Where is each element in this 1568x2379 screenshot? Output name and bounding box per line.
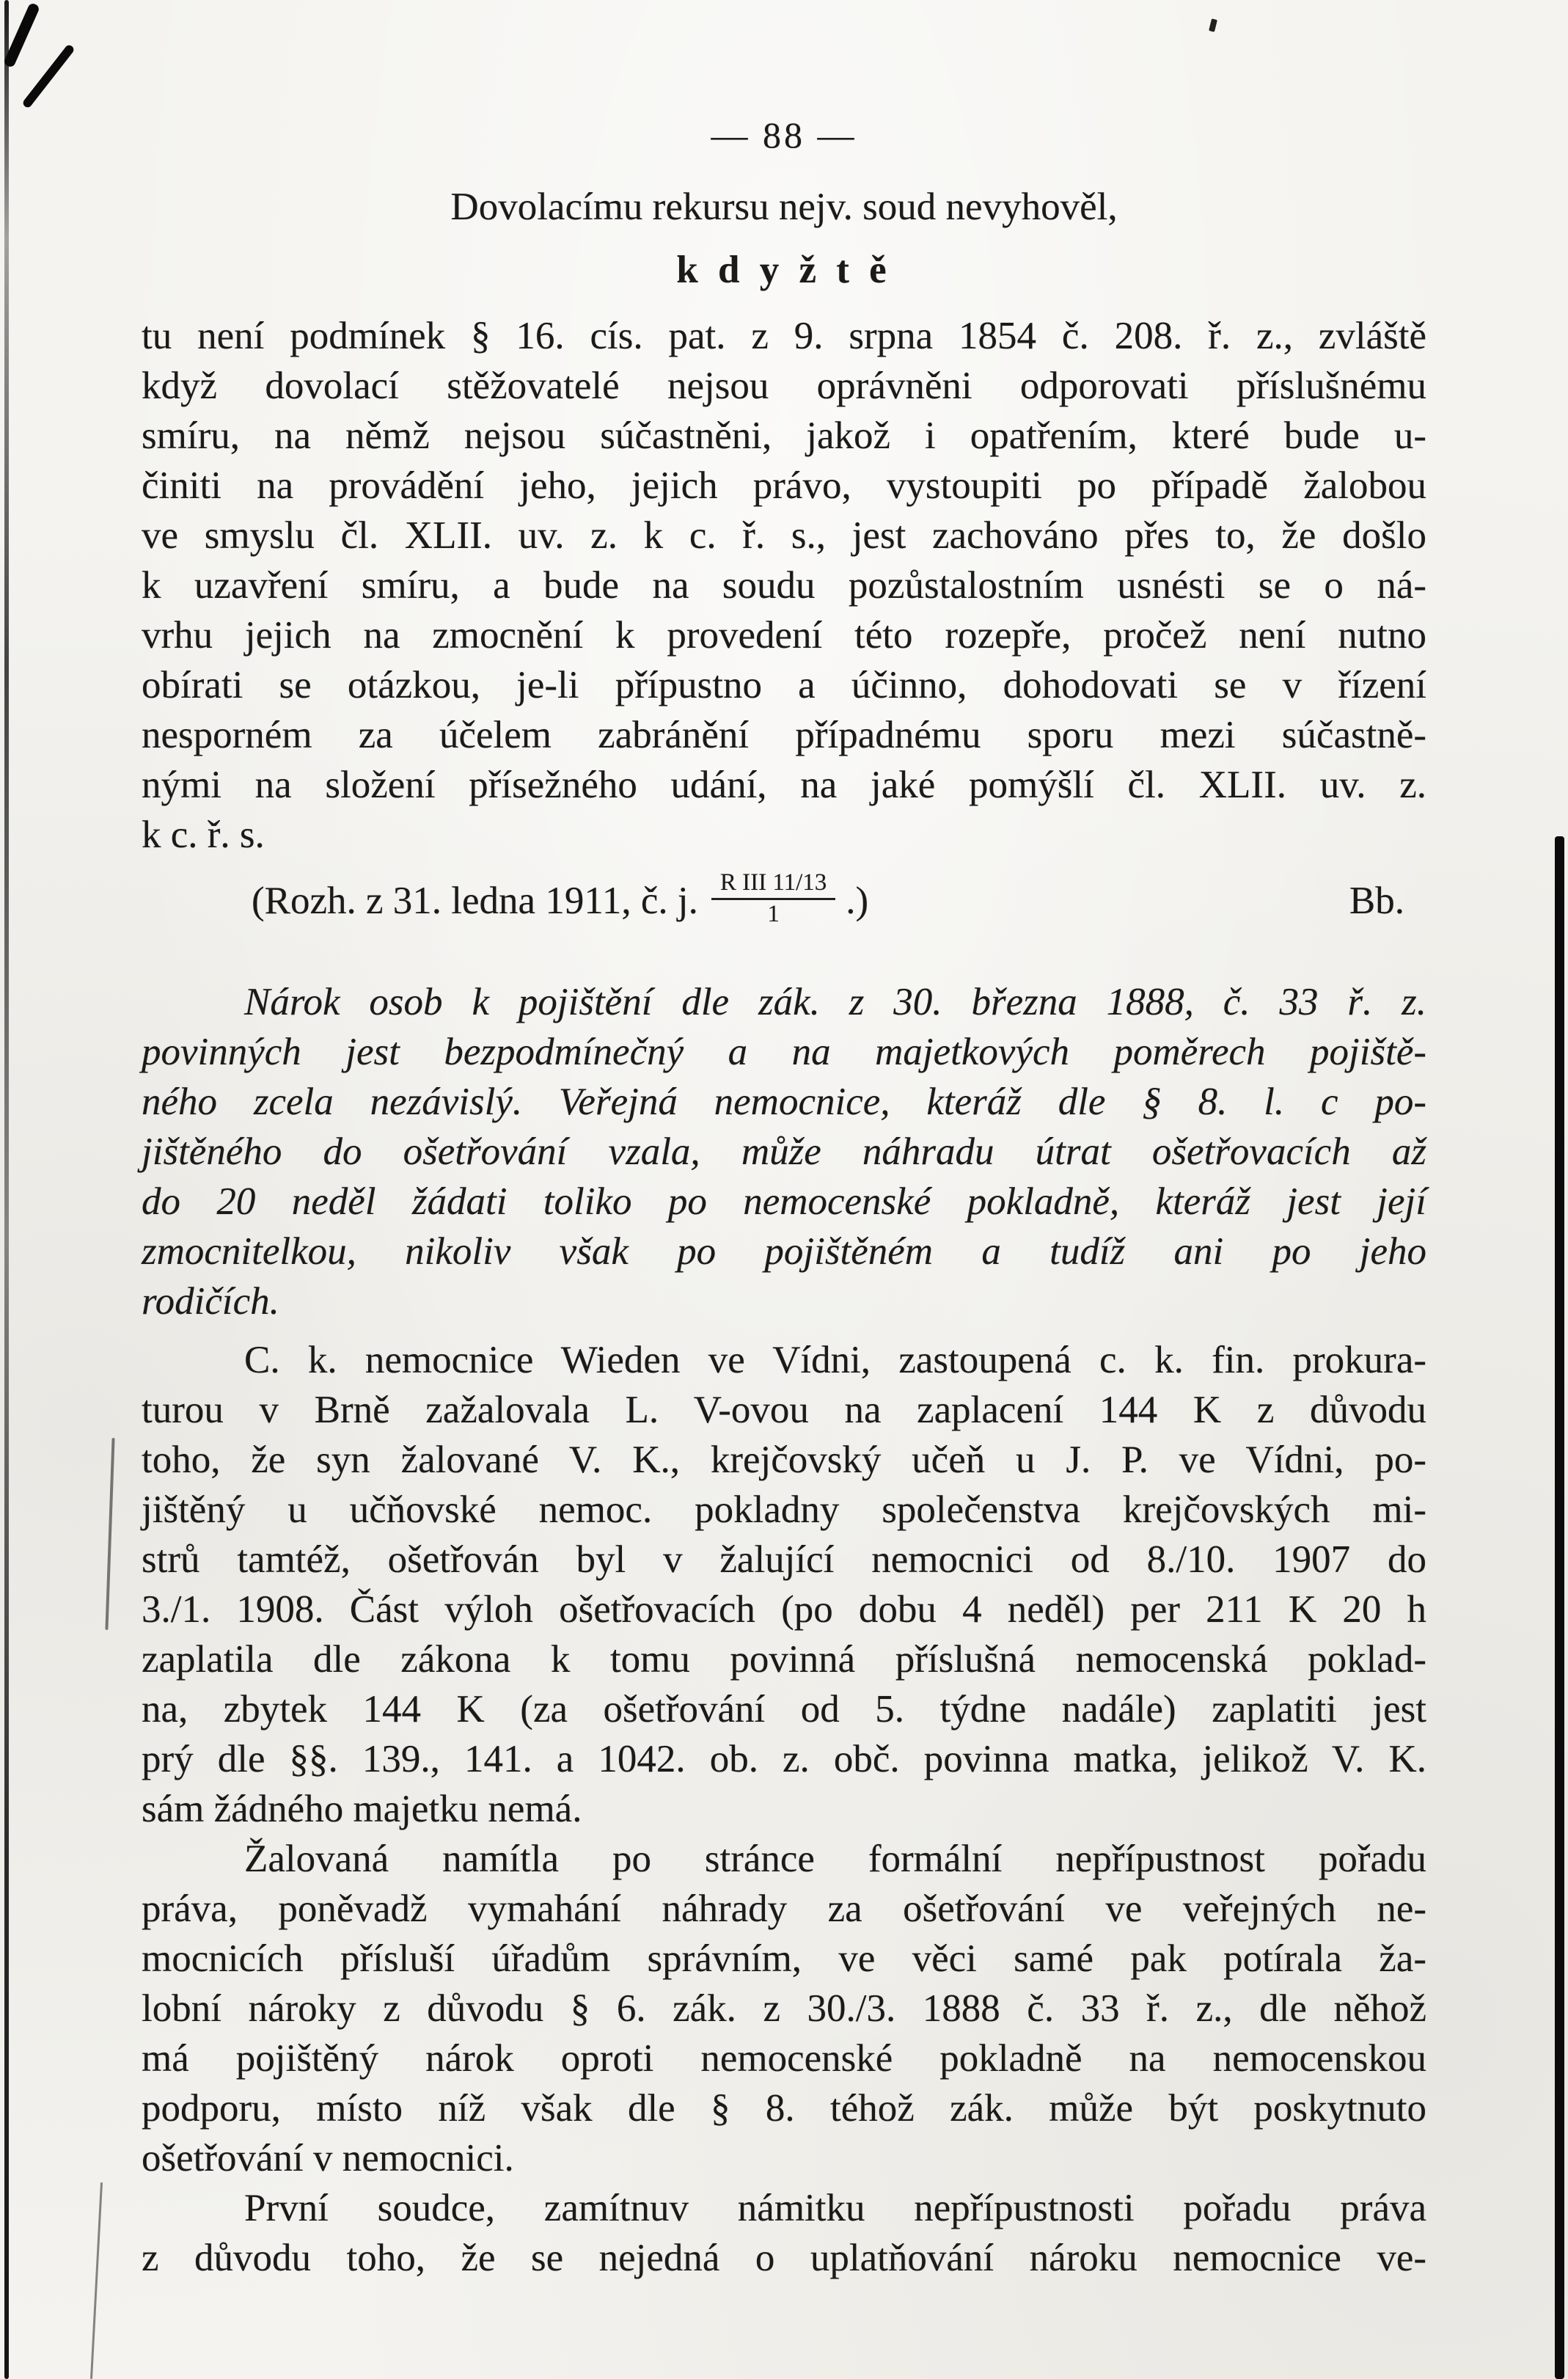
- text-line: ného zcela nezávislý. Veřejná nemocnice, kteráž dle § 8. l. c po-: [142, 1081, 1426, 1123]
- text-line: když dovolací stěžovatelé nejsou oprávněni odporovati příslušnému: [142, 365, 1426, 407]
- text-line: zmocnitelkou, nikoliv však po pojištěném a tudíž ani po jeho: [142, 1230, 1426, 1273]
- text-line: prý dle §§. 139., 141. a 1042. ob. z. obč. povinna matka, jelikož V. K.: [142, 1738, 1426, 1780]
- reporter-mark: Bb.: [1349, 880, 1404, 922]
- text-line: do 20 neděl žádati toliko po nemocenské pokladně, kteráž jest její: [142, 1180, 1426, 1223]
- scan-right-edge-bar: [1555, 836, 1564, 2379]
- page-number: — 88 —: [711, 114, 857, 156]
- scan-left-edge-line: [4, 0, 9, 2379]
- text-line: jištěného do ošetřování vzala, může náhradu útrat ošetřovacích až: [142, 1130, 1426, 1173]
- text-line: strů tamtéž, ošetřován byl v žalující nemocnici od 8./10. 1907 do: [142, 1538, 1426, 1581]
- text-line: podporu, místo níž však dle § 8. téhož zák. může být poskytnuto: [142, 2087, 1426, 2130]
- text-line: na, zbytek 144 K (za ošetřování od 5. týdne nadále) zaplatiti jest: [142, 1688, 1426, 1731]
- decision-emphasis-word: k d y ž t ě: [676, 249, 892, 291]
- text-line: turou v Brně zažalovala L. V-ovou na zaplacení 144 K z důvodu: [142, 1389, 1426, 1431]
- text-line: má pojištěný nárok oproti nemocenské pokladně na nemocenskou: [142, 2037, 1426, 2080]
- text-line: smíru, na němž nejsou súčastněni, jakož i opatřením, které bude u-: [142, 414, 1426, 457]
- text-line: z důvodu toho, že se nejedná o uplatňování nároku nemocnice ve-: [142, 2237, 1426, 2279]
- text-line: Žalovaná namítla po stránce formální nepřípustnost pořadu: [244, 1838, 1426, 1880]
- text-line: nými na složení přísežného udání, na jaké pomýšlí čl. XLII. uv. z.: [142, 764, 1426, 806]
- text-line: ve smyslu čl. XLII. uv. z. k c. ř. s., jest zachováno přes to, že došlo: [142, 514, 1426, 557]
- ink-mark-top-left-b: [21, 43, 75, 109]
- fraction-numerator: R III 11/13: [711, 869, 835, 900]
- citation-docket-fraction: [711, 869, 835, 928]
- text-line: vrhu jejich na zmocnění k provedení této rozepře, pročež není nutno: [142, 614, 1426, 657]
- text-line: povinných jest bezpodmínečný a na majetkových poměrech pojiště-: [142, 1031, 1426, 1073]
- text-line: Nárok osob k pojištění dle zák. z 30. března 1888, č. 33 ř. z.: [244, 981, 1426, 1023]
- citation-suffix: .): [846, 880, 869, 922]
- ink-mark-top-left-a: [3, 2, 40, 68]
- text-line: k c. ř. s.: [142, 814, 265, 856]
- ink-line-left-margin: [105, 1438, 114, 1630]
- decision-intro-line: Dovolacímu rekursu nejv. soud nevyhověl,: [450, 186, 1118, 228]
- text-line: mocnicích přísluší úřadům správním, ve věci samé pak potírala ža-: [142, 1937, 1426, 1980]
- text-line: C. k. nemocnice Wieden ve Vídni, zastoupená c. k. fin. prokura-: [244, 1339, 1426, 1381]
- text-line: sám žádného majetku nemá.: [142, 1788, 582, 1830]
- text-line: ošetřování v nemocnici.: [142, 2137, 514, 2179]
- text-line: 3./1. 1908. Část výloh ošetřovacích (po dobu 4 neděl) per 211 K 20 h: [142, 1588, 1426, 1631]
- case-paragraph-2: [142, 1834, 1426, 2183]
- citation-text: [252, 871, 868, 931]
- text-line: První soudce, zamítnuv námitku nepřípustnosti pořadu práva: [244, 2187, 1426, 2229]
- decision-body-paragraph: [142, 311, 1426, 860]
- case-paragraph-1: [142, 1335, 1426, 1834]
- text-line: toho, že syn žalované V. K., krejčovský učeň u J. P. ve Vídni, po-: [142, 1439, 1426, 1481]
- text-line: rodičích.: [142, 1280, 279, 1323]
- fraction-denominator: 1: [767, 900, 780, 927]
- text-line: činiti na provádění jeho, jejich právo, vystoupiti po případě žalobou: [142, 464, 1426, 507]
- text-line: lobní nároky z důvodu § 6. zák. z 30./3. 1888 č. 33 ř. z., dle něhož: [142, 1987, 1426, 2030]
- headnote-paragraph: [142, 977, 1426, 1326]
- citation-prefix: (Rozh. z 31. ledna 1911, č. j.: [252, 880, 698, 922]
- text-column: [142, 110, 1426, 2283]
- text-line: tu není podmínek § 16. cís. pat. z 9. srpna 1854 č. 208. ř. z., zvláště: [142, 315, 1426, 357]
- text-line: jištěný u učňovské nemoc. pokladny společenstva krejčovských mi-: [142, 1488, 1426, 1531]
- text-line: obírati se otázkou, je-li přípustno a účinno, dohodovati se v řízení: [142, 664, 1426, 706]
- ink-speck-top-right: [1209, 18, 1217, 32]
- case-paragraph-3: [142, 2183, 1426, 2283]
- ink-line-bottom-left: [90, 2182, 103, 2379]
- citation-line: [142, 866, 1426, 936]
- text-line: k uzavření smíru, a bude na soudu pozůstalostním usnésti se o ná-: [142, 564, 1426, 607]
- text-line: zaplatila dle zákona k tomu povinná příslušná nemocenská poklad-: [142, 1638, 1426, 1681]
- text-line: nesporném za účelem zabránění případnému sporu mezi súčastně-: [142, 714, 1426, 756]
- text-line: práva, poněvadž vymahání náhrady za ošetřování ve veřejných ne-: [142, 1888, 1426, 1930]
